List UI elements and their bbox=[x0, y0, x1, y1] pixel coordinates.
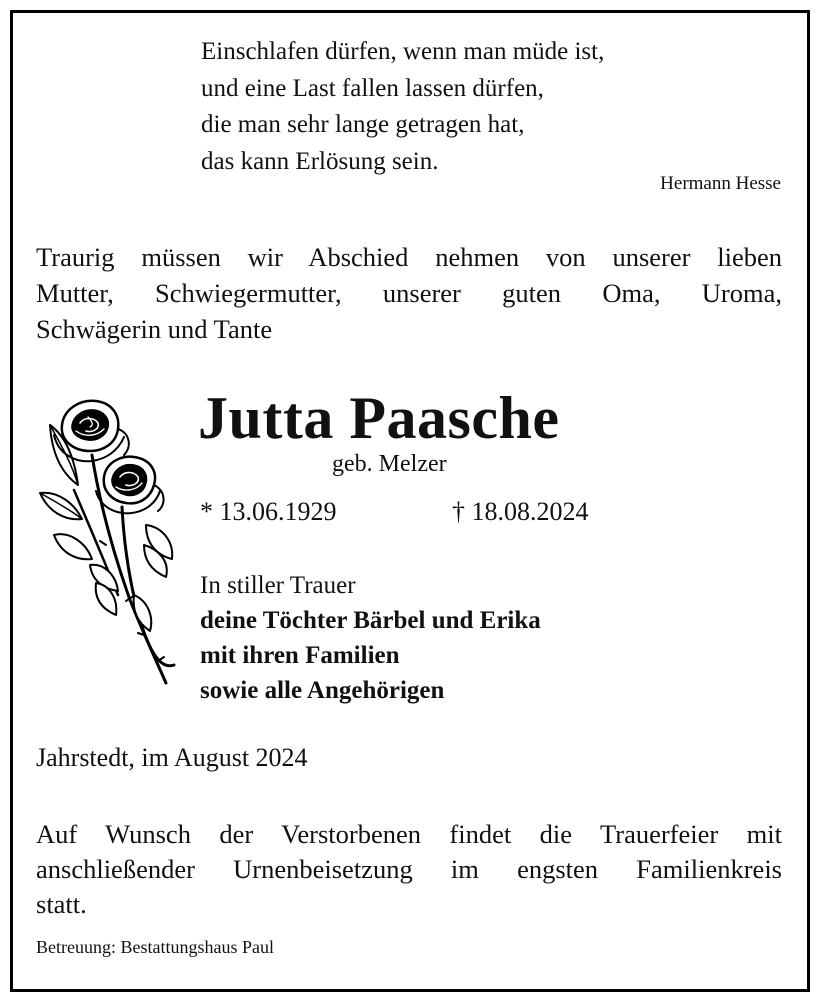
intro-line: Traurig müssen wir Abschied nehmen von unserer lieben bbox=[36, 242, 782, 272]
mourners-line: deine Töchter Bärbel und Erika bbox=[200, 607, 541, 634]
poem-line: die man sehr lange getragen hat, bbox=[201, 111, 525, 138]
poem-line: das kann Erlösung sein. bbox=[201, 147, 439, 175]
intro-line: Mutter, Schwiegermutter, unserer guten Oma, Uroma, bbox=[36, 278, 782, 308]
intro-text bbox=[36, 239, 782, 347]
intro-line: Schwägerin und Tante bbox=[36, 314, 273, 344]
death-date: † 18.08.2024 bbox=[452, 497, 589, 526]
mourners-block bbox=[200, 568, 541, 708]
poem-author: Hermann Hesse bbox=[660, 173, 781, 194]
closing-text bbox=[36, 817, 782, 922]
closing-line: statt. bbox=[36, 889, 87, 919]
closing-line: Auf Wunsch der Verstorbenen findet die Trauerfeier mit bbox=[36, 819, 782, 849]
mourners-intro: In stiller Trauer bbox=[200, 572, 356, 599]
maiden-name: geb. Melzer bbox=[332, 451, 447, 477]
poem-line: und eine Last fallen lassen dürfen, bbox=[201, 74, 544, 102]
mourners-line: sowie alle Angehörigen bbox=[200, 677, 445, 704]
poem bbox=[201, 34, 604, 180]
closing-line: anschließender Urnenbeisetzung im engsten Familienkreis bbox=[36, 854, 782, 884]
poem-line: Einschlafen dürfen, wenn man müde ist, bbox=[201, 38, 605, 65]
rose-icon bbox=[34, 395, 180, 687]
birth-date: * 13.06.1929 bbox=[200, 497, 337, 526]
place-date: Jahrstedt, im August 2024 bbox=[36, 743, 308, 772]
funeral-home-credit: Betreuung: Bestattungshaus Paul bbox=[36, 937, 274, 957]
mourners-line: mit ihren Familien bbox=[200, 642, 400, 669]
deceased-name: Jutta Paasche bbox=[198, 385, 560, 451]
